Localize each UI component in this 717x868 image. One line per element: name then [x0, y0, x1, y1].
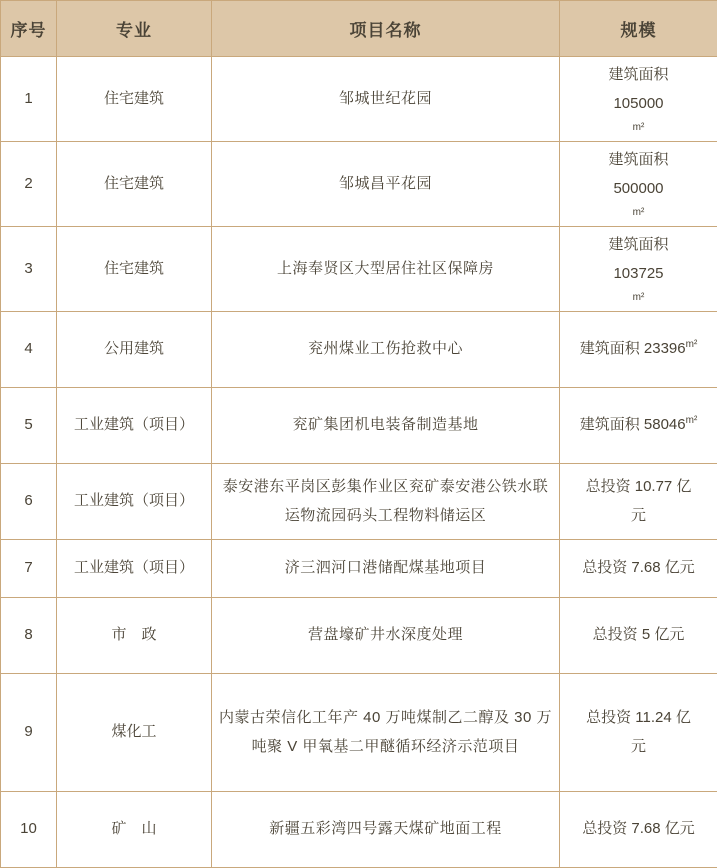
- cell-project-name: 上海奉贤区大型居住社区保障房: [212, 227, 560, 312]
- scale-line-1: 建筑面积: [608, 236, 669, 253]
- scale-line-1: 建筑面积: [608, 151, 669, 168]
- table-row: [1, 464, 717, 540]
- scale-line-2: [565, 90, 712, 138]
- column-header-index: 序号: [1, 1, 57, 57]
- cell-scale: [560, 312, 717, 388]
- cell-project-name: 新疆五彩湾四号露天煤矿地面工程: [212, 792, 560, 868]
- column-header-major: 专业: [57, 1, 212, 57]
- cell-scale: [560, 227, 717, 312]
- scale-line-1: 建筑面积: [608, 66, 669, 83]
- scale-value: 105000: [613, 94, 664, 112]
- cell-scale: 总投资 7.68 亿元: [560, 792, 717, 868]
- cell-scale: [560, 464, 717, 540]
- cell-index: 8: [1, 598, 57, 674]
- cell-project-name: 内蒙古荣信化工年产 40 万吨煤制乙二醇及 30 万吨聚 V 甲氧基二甲醚循环经济示范项目: [212, 674, 560, 792]
- column-header-project-name: 项目名称: [212, 1, 560, 57]
- cell-scale: [560, 142, 717, 227]
- scale-value: 建筑面积 58046: [579, 416, 686, 434]
- cell-major: 住宅建筑: [57, 142, 212, 227]
- cell-scale: [560, 674, 717, 792]
- scale-line-1: 总投资 11.24 亿: [586, 709, 691, 726]
- cell-scale: [560, 57, 717, 142]
- column-header-scale: 规模: [560, 1, 717, 57]
- table-header-row: [1, 1, 717, 57]
- scale-unit: m²: [632, 122, 645, 133]
- cell-major: 市 政: [57, 598, 212, 674]
- cell-index: 4: [1, 312, 57, 388]
- cell-project-name: 邹城世纪花园: [212, 57, 560, 142]
- cell-index: 6: [1, 464, 57, 540]
- table-row: [1, 792, 717, 868]
- table-header: [1, 1, 717, 57]
- cell-scale: [560, 388, 717, 464]
- cell-project-name: 邹城昌平花园: [212, 142, 560, 227]
- cell-index: 10: [1, 792, 57, 868]
- cell-project-name: 兖州煤业工伤抢救中心: [212, 312, 560, 388]
- scale-line-2: 元: [630, 737, 646, 755]
- cell-project-name: 济三泗河口港储配煤基地项目: [212, 540, 560, 598]
- table-body: [1, 57, 717, 868]
- cell-project-name: 营盘壕矿井水深度处理: [212, 598, 560, 674]
- table-row: [1, 540, 717, 598]
- cell-major: 住宅建筑: [57, 57, 212, 142]
- table-row: [1, 674, 717, 792]
- scale-unit: m²: [685, 415, 698, 427]
- table-row: [1, 598, 717, 674]
- scale-line-2: [565, 175, 712, 223]
- scale-line-2: 元: [630, 506, 646, 524]
- scale-unit: m²: [632, 292, 645, 303]
- table-row: [1, 227, 717, 312]
- scale-line-2: [565, 260, 712, 308]
- scale-unit: m²: [632, 207, 645, 218]
- cell-scale: 总投资 7.68 亿元: [560, 540, 717, 598]
- cell-index: 2: [1, 142, 57, 227]
- cell-major: 煤化工: [57, 674, 212, 792]
- table-row: [1, 312, 717, 388]
- scale-value: 500000: [613, 179, 664, 197]
- cell-index: 1: [1, 57, 57, 142]
- cell-project-name: 兖矿集团机电装备制造基地: [212, 388, 560, 464]
- cell-major: 矿 山: [57, 792, 212, 868]
- table-row: [1, 142, 717, 227]
- cell-scale: 总投资 5 亿元: [560, 598, 717, 674]
- table-row: [1, 57, 717, 142]
- scale-value: 建筑面积 23396: [579, 340, 686, 358]
- cell-major: 住宅建筑: [57, 227, 212, 312]
- cell-index: 3: [1, 227, 57, 312]
- cell-major: 工业建筑（项目）: [57, 540, 212, 598]
- table-row: [1, 388, 717, 464]
- cell-major: 公用建筑: [57, 312, 212, 388]
- cell-project-name: 泰安港东平岗区彭集作业区兖矿泰安港公铁水联运物流园码头工程物料储运区: [212, 464, 560, 540]
- cell-major: 工业建筑（项目）: [57, 464, 212, 540]
- cell-index: 7: [1, 540, 57, 598]
- cell-index: 9: [1, 674, 57, 792]
- scale-line-1: 总投资 10.77 亿: [585, 478, 692, 495]
- scale-value: 103725: [613, 264, 664, 282]
- cell-major: 工业建筑（项目）: [57, 388, 212, 464]
- scale-unit: m²: [685, 339, 698, 351]
- cell-index: 5: [1, 388, 57, 464]
